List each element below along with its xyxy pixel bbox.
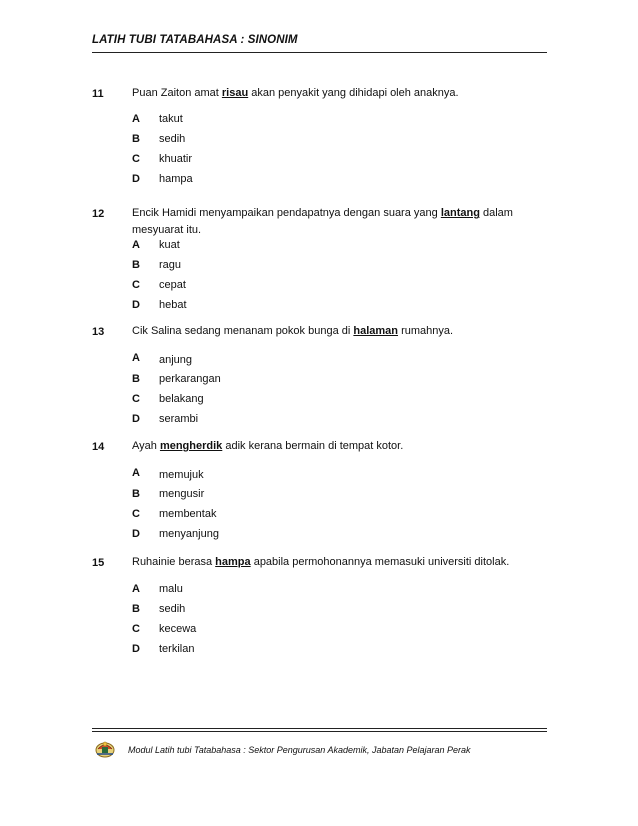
option-letter: C — [132, 508, 140, 520]
option-text: membentak — [159, 508, 217, 520]
question-text-before: Ayah — [132, 440, 160, 452]
question-text — [132, 85, 540, 102]
question-keyword: hampa — [215, 556, 251, 568]
option-letter: D — [132, 643, 140, 655]
option-text: belakang — [159, 393, 204, 405]
option-text: menyanjung — [159, 528, 219, 540]
option-letter: B — [132, 133, 140, 145]
question-text-before: Ruhainie berasa — [132, 556, 216, 568]
option-letter: A — [132, 467, 140, 479]
option-text: perkarangan — [159, 373, 221, 385]
option-text: ragu — [159, 259, 182, 271]
option-letter: A — [132, 113, 140, 125]
option-text: terkilan — [159, 643, 195, 655]
option-letter: A — [132, 352, 140, 364]
option-letter: B — [132, 603, 140, 615]
question-text-after: dalam mesyuarat itu. — [132, 207, 513, 236]
option-text: cepat — [159, 279, 186, 291]
option-letter: B — [132, 373, 140, 385]
option-letter: A — [132, 583, 140, 595]
option-letter: C — [132, 153, 140, 165]
question-text-before: Puan Zaiton amat — [132, 87, 222, 99]
option-text: serambi — [159, 413, 199, 425]
footer-text: Modul Latih tubi Tatabahasa : Sektor Pengurusan Akademik, Jabatan Pelajaran Perak — [128, 745, 471, 755]
question-number: 14 — [92, 441, 105, 453]
option-text: kuat — [159, 239, 180, 251]
question-keyword: lantang — [440, 207, 480, 219]
question-keyword: risau — [221, 87, 249, 99]
option-letter: C — [132, 623, 140, 635]
footer-divider — [92, 731, 547, 732]
option-text: anjung — [159, 354, 193, 366]
question-text — [132, 205, 540, 239]
question-text — [132, 323, 540, 340]
option-text: sedih — [159, 603, 186, 615]
option-text: malu — [159, 583, 183, 595]
option-letter: D — [132, 173, 140, 185]
footer-divider — [92, 728, 547, 729]
option-text: hampa — [159, 173, 193, 185]
option-text: mengusir — [159, 488, 205, 500]
question-keyword: mengherdik — [159, 440, 223, 452]
question-number: 11 — [92, 88, 104, 100]
question-text-before: Cik Salina sedang menanam pokok bunga di — [132, 325, 354, 337]
question-text-after: apabila permohonannya memasuki universiti ditolak. — [250, 556, 510, 568]
option-text: khuatir — [159, 153, 193, 165]
option-text: sedih — [159, 133, 186, 145]
question-number: 15 — [92, 557, 105, 569]
option-text: kecewa — [159, 623, 197, 635]
question-text — [132, 554, 540, 571]
header-divider — [92, 52, 547, 53]
page-header-title: LATIH TUBI TATABAHASA : SINONIM — [92, 34, 298, 46]
option-letter: D — [132, 299, 140, 311]
crest-icon — [94, 737, 116, 759]
option-letter: C — [132, 393, 140, 405]
option-text: memujuk — [159, 469, 204, 481]
option-letter: B — [132, 259, 140, 271]
option-letter: D — [132, 528, 140, 540]
question-number: 12 — [92, 208, 105, 220]
question-text — [132, 438, 540, 455]
option-letter: D — [132, 413, 140, 425]
question-text-after: adik kerana bermain di tempat kotor. — [222, 440, 404, 452]
option-text: takut — [159, 113, 183, 125]
question-text-before: Encik Hamidi menyampaikan pendapatnya dengan suara yang — [132, 207, 441, 219]
option-letter: B — [132, 488, 140, 500]
question-keyword: halaman — [353, 325, 399, 337]
option-letter: C — [132, 279, 140, 291]
question-text-after: rumahnya. — [398, 325, 454, 337]
question-number: 13 — [92, 326, 105, 338]
question-text-after: akan penyakit yang dihidapi oleh anaknya. — [248, 87, 459, 99]
option-letter: A — [132, 239, 140, 251]
option-text: hebat — [159, 299, 187, 311]
